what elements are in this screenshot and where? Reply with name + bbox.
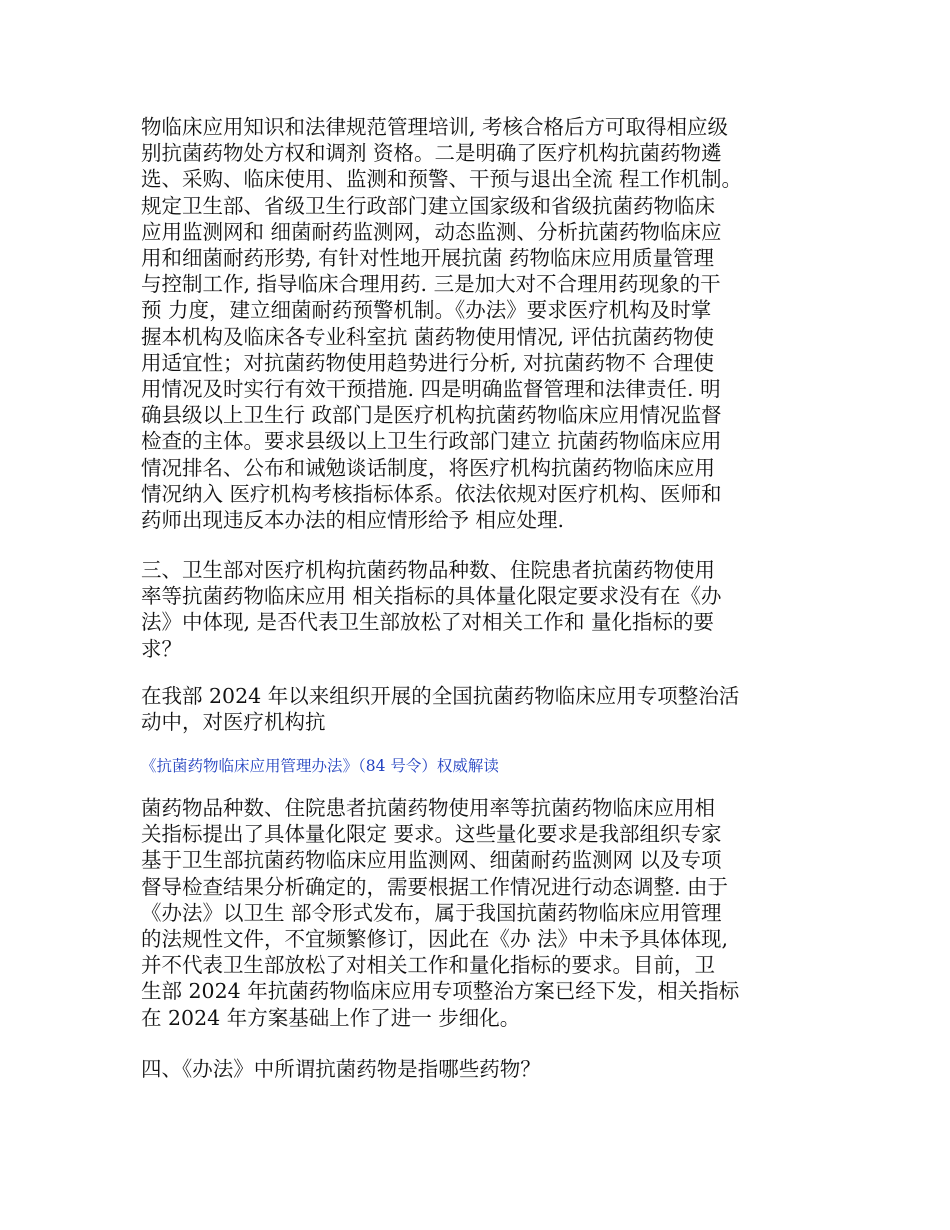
- text-line: 预 力度，建立细菌耐药预警机制。《办法》要求医疗机构及时掌: [141, 298, 712, 323]
- text-line: 物临床应用知识和法律规范管理培训, 考核合格后方可取得相应级: [141, 115, 729, 139]
- text-line: 用适宜性；对抗菌药物使用趋势进行分析, 对抗菌药物不 合理使: [141, 350, 715, 375]
- header-title-link: 《抗菌药物临床应用管理办法》（84 号令）权威解读: [141, 757, 499, 775]
- text-line: 法》中体现, 是否代表卫生部放松了对相关工作和 量化指标的要: [141, 610, 715, 635]
- text-line: 规定卫生部、省级卫生行政部门建立国家级和省级抗菌药物临床: [141, 193, 715, 218]
- body-paragraph-1: [141, 114, 831, 533]
- text-line: 用和细菌耐药形势, 有针对性地开展抗菌 药物临床应用质量管理: [141, 246, 715, 271]
- text-line: 在我部 2024 年以来组织开展的全国抗菌药物临床应用专项整治活: [141, 684, 740, 708]
- text-line: 用情况及时实行有效干预措施. 四是明确监督管理和法律责任. 明: [141, 377, 721, 402]
- text-line: 握本机构及临床各专业科室抗 菌药物使用情况, 评估抗菌药物使: [141, 324, 715, 349]
- text-line: 确县级以上卫生行 政部门是医疗机构抗菌药物临床应用情况监督: [141, 403, 722, 428]
- text-line: 情况排名、公布和诫勉谈话制度，将医疗机构抗菌药物临床应用: [141, 455, 715, 480]
- text-line: 应用监测网和 细菌耐药监测网，动态监测、分析抗菌药物临床应: [141, 219, 722, 244]
- running-header: [141, 756, 831, 776]
- text-line: 三、卫生部对医疗机构抗菌药物品种数、住院患者抗菌药物使用: [141, 558, 715, 582]
- text-line: 关指标提出了具体量化限定 要求。这些量化要求是我部组织专家: [141, 822, 722, 847]
- text-line: 菌药物品种数、住院患者抗菌药物使用率等抗菌药物临床应用相: [141, 796, 715, 820]
- question-heading-3: [141, 557, 831, 662]
- text-line: 的法规性文件，不宜频繁修订，因此在《办 法》中未予具体体现,: [141, 927, 729, 952]
- text-line: 督导检查结果分析确定的，需要根据工作情况进行动态调整. 由于: [141, 874, 729, 899]
- text-line: 药师出现违反本办法的相应情形给予 相应处理.: [141, 508, 565, 533]
- text-line: 生部 2024 年抗菌药物临床应用专项整治方案已经下发，相关指标: [141, 979, 740, 1004]
- text-line: 动中，对医疗机构抗: [141, 710, 326, 735]
- text-line: 率等抗菌药物临床应用 相关指标的具体量化限定要求没有在《办: [141, 584, 722, 609]
- text-line: 在 2024 年方案基础上作了进一 步细化。: [141, 1005, 521, 1030]
- text-line: 情况纳入 医疗机构考核指标体系。依法依规对医疗机构、医师和: [141, 481, 722, 506]
- text-line: 选、采购、临床使用、监测和预警、干预与退出全流 程工作机制。: [141, 167, 743, 192]
- text-line: 求？: [141, 636, 182, 661]
- text-line: 检查的主体。要求县级以上卫生行政部门建立 抗菌药物临床应用: [141, 429, 722, 454]
- body-paragraph-3: [141, 795, 831, 1031]
- body-paragraph-2: [141, 683, 831, 735]
- question-heading-4: [141, 1056, 831, 1082]
- text-line: 与控制工作, 指导临床合理用药. 三是加大对不合理用药现象的干: [141, 272, 721, 297]
- text-line: 四、《办法》中所谓抗菌药物是指哪些药物？: [141, 1057, 541, 1081]
- text-line: 基于卫生部抗菌药物临床应用监测网、细菌耐药监测网 以及专项: [141, 848, 722, 873]
- text-line: 《办法》以卫生 部令形式发布，属于我国抗菌药物临床应用管理: [141, 900, 722, 925]
- text-line: 别抗菌药物处方权和调剂 资格。二是明确了医疗机构抗菌药物遴: [141, 141, 722, 166]
- text-line: 并不代表卫生部放松了对相关工作和量化指标的要求。目前，卫: [141, 953, 715, 978]
